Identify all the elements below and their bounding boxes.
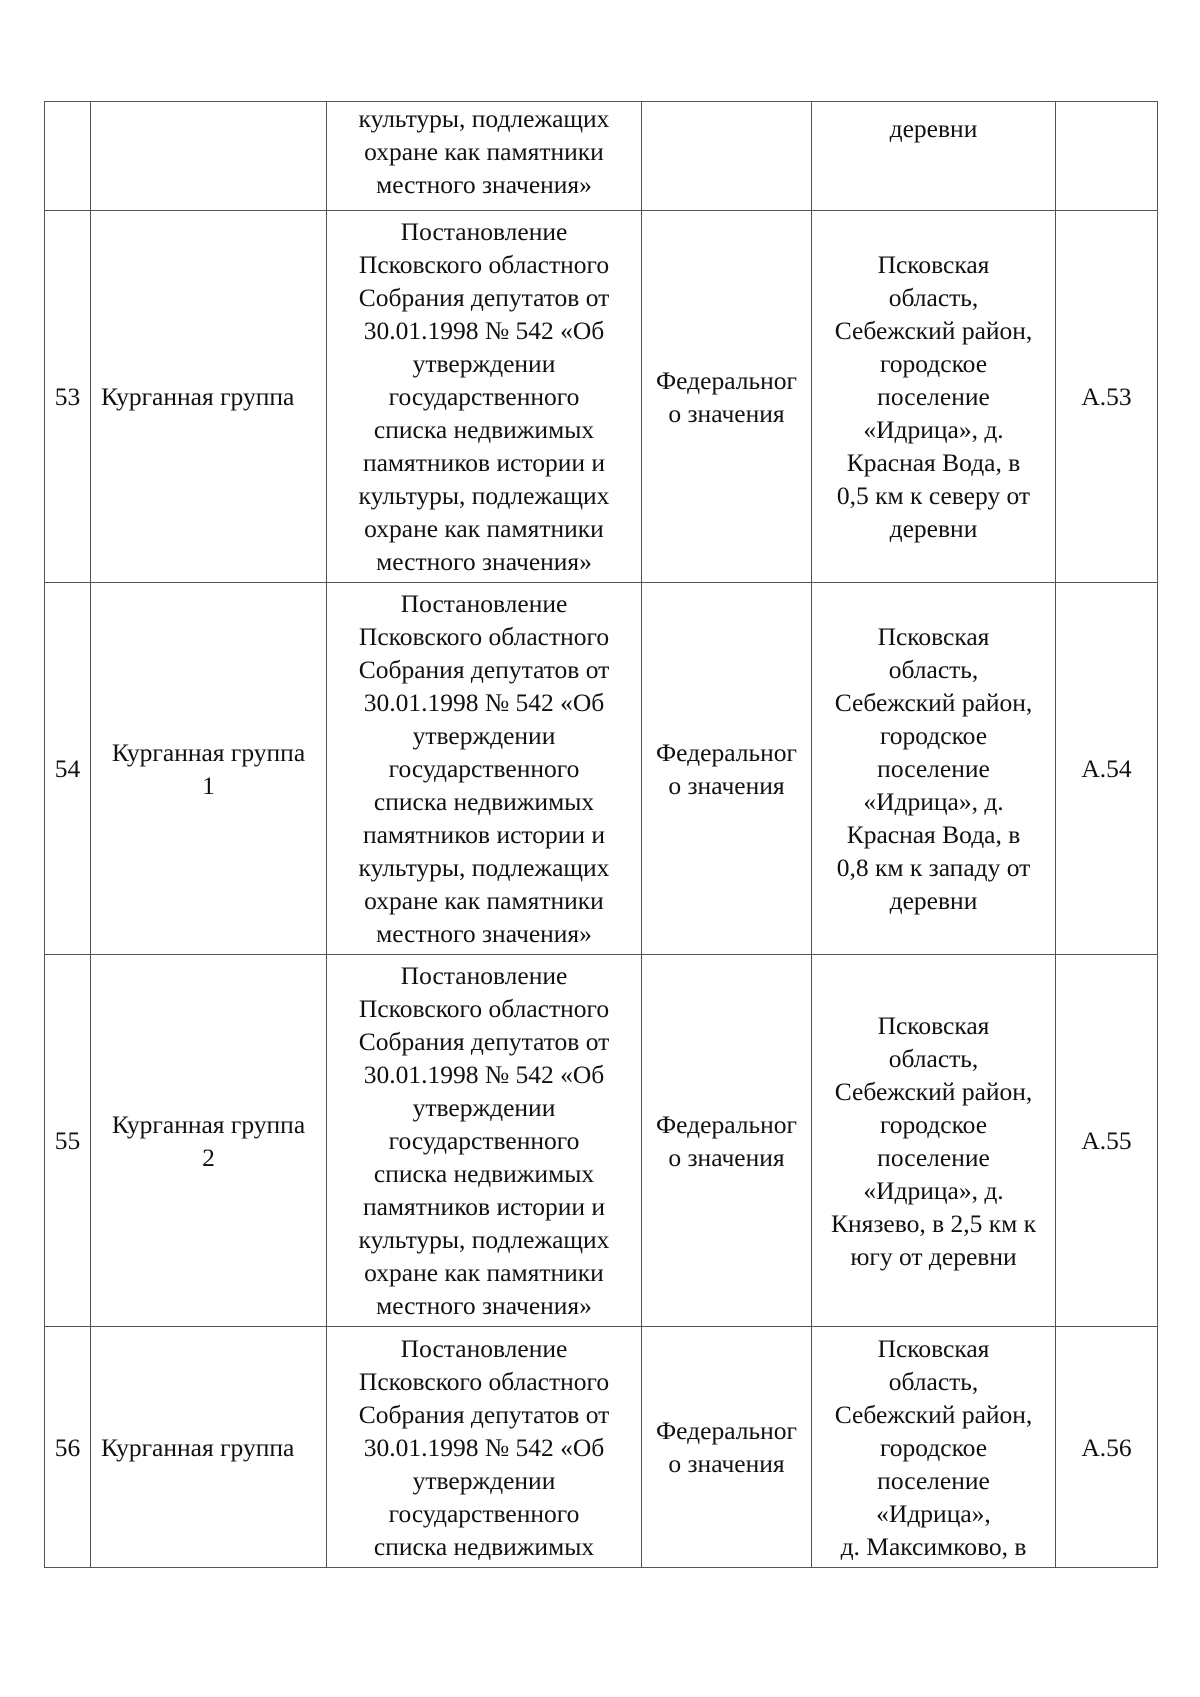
significance-cell: Федеральног о значения — [642, 211, 812, 583]
object-name-cell: Курганная группа 2 — [91, 955, 327, 1327]
row-number-cell: 53 — [45, 211, 91, 583]
table-row — [45, 583, 1158, 955]
location-cell: Псковская область, Себежский район, городское поселение «Идрица», д. Красная Вода, в 0,8 км к западу от деревни — [812, 583, 1056, 955]
row-number-cell — [45, 102, 91, 211]
legal-document-cell: Постановление Псковского областного Собрания депутатов от 30.01.1998 № 542 «Об утверждении государственного списка недвижимых памятников истории и культуры, подлежащих охране как памятники местного значения» — [327, 583, 642, 955]
object-name-cell: Курганная группа — [91, 1327, 327, 1568]
significance-cell: Федеральног о значения — [642, 955, 812, 1327]
object-name-cell: Курганная группа — [91, 211, 327, 583]
location-cell: Псковская область, Себежский район, городское поселение «Идрица», д. Максимково, в — [812, 1327, 1056, 1568]
object-code-cell — [1056, 102, 1158, 211]
heritage-objects-table — [44, 101, 1158, 1568]
legal-document-cell: Постановление Псковского областного Собрания депутатов от 30.01.1998 № 542 «Об утверждении государственного списка недвижимых памятников истории и культуры, подлежащих охране как памятники местного значения» — [327, 211, 642, 583]
object-code-cell: А.55 — [1056, 955, 1158, 1327]
location-cell: Псковская область, Себежский район, городское поселение «Идрица», д. Красная Вода, в 0,5 км к северу от деревни — [812, 211, 1056, 583]
object-name-cell: Курганная группа 1 — [91, 583, 327, 955]
object-name-cell — [91, 102, 327, 211]
location-cell: деревни — [812, 102, 1056, 211]
significance-cell — [642, 102, 812, 211]
row-number-cell: 54 — [45, 583, 91, 955]
row-number-cell: 55 — [45, 955, 91, 1327]
legal-document-cell: Постановление Псковского областного Собрания депутатов от 30.01.1998 № 542 «Об утверждении государственного списка недвижимых памятников истории и культуры, подлежащих охране как памятники местного значения» — [327, 955, 642, 1327]
object-code-cell: А.53 — [1056, 211, 1158, 583]
legal-document-cell: культуры, подлежащих охране как памятники местного значения» — [327, 102, 642, 211]
object-code-cell: А.56 — [1056, 1327, 1158, 1568]
significance-cell: Федеральног о значения — [642, 583, 812, 955]
table-row — [45, 1327, 1158, 1568]
significance-cell: Федеральног о значения — [642, 1327, 812, 1568]
legal-document-cell: Постановление Псковского областного Собрания депутатов от 30.01.1998 № 542 «Об утверждении государственного списка недвижимых — [327, 1327, 642, 1568]
object-code-cell: А.54 — [1056, 583, 1158, 955]
location-cell: Псковская область, Себежский район, городское поселение «Идрица», д. Князево, в 2,5 км к югу от деревни — [812, 955, 1056, 1327]
table-row — [45, 211, 1158, 583]
table-row — [45, 102, 1158, 211]
table-row — [45, 955, 1158, 1327]
row-number-cell: 56 — [45, 1327, 91, 1568]
